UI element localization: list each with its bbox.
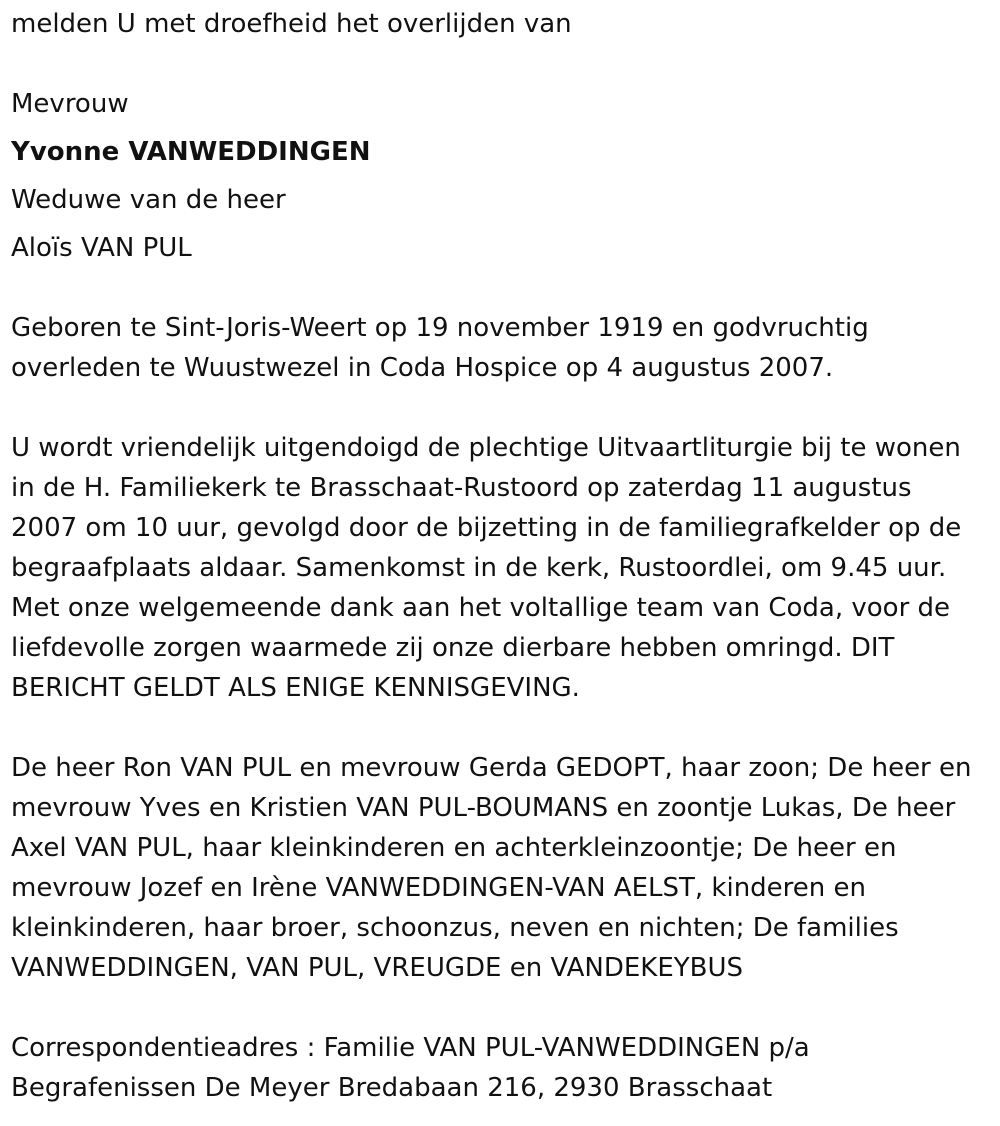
family-line: De heer Ron VAN PUL en mevrouw Gerda GEDOPT, haar zoon; De heer en bbox=[11, 753, 972, 783]
paragraph-spacer bbox=[11, 268, 992, 308]
correspondence-line: Correspondentieadres : Familie VAN PUL-VANWEDDINGEN p/a bbox=[11, 1033, 810, 1063]
funeral-line: U wordt vriendelijk uitgendoigd de plechtige Uitvaartliturgie bij te wonen bbox=[11, 433, 961, 463]
family-line: Axel VAN PUL, haar kleinkinderen en achterkleinzoontje; De heer en bbox=[11, 833, 897, 863]
funeral-line: Met onze welgemeende dank aan het voltallige team van Coda, voor de bbox=[11, 593, 951, 623]
family-line: mevrouw Yves en Kristien VAN PUL-BOUMANS en zoontje Lukas, De heer bbox=[11, 793, 956, 823]
funeral-line: liefdevolle zorgen waarmede zij onze dierbare hebben omringd. DIT bbox=[11, 633, 895, 663]
spouse-name: Aloïs VAN PUL bbox=[11, 233, 192, 263]
funeral-paragraph bbox=[11, 428, 992, 708]
widow-of-label: Weduwe van de heer bbox=[11, 185, 286, 215]
correspondence-address bbox=[11, 1028, 992, 1108]
deceased-block bbox=[11, 84, 992, 268]
paragraph-spacer bbox=[11, 388, 992, 428]
deceased-name: Yvonne VANWEDDINGEN bbox=[11, 137, 371, 167]
family-line: mevrouw Jozef en Irène VANWEDDINGEN-VAN AELST, kinderen en bbox=[11, 873, 867, 903]
funeral-line: begraafplaats aldaar. Samenkomst in de kerk, Rustoordlei, om 9.45 uur. bbox=[11, 553, 947, 583]
correspondence-line: Begrafenissen De Meyer Bredabaan 216, 2930 Brasschaat bbox=[11, 1073, 773, 1103]
funeral-line: in de H. Familiekerk te Brasschaat-Rustoord op zaterdag 11 augustus bbox=[11, 473, 912, 503]
birth-death-paragraph bbox=[11, 308, 992, 388]
intro-text: melden U met droefheid het overlijden van bbox=[11, 9, 572, 39]
paragraph-spacer bbox=[11, 988, 992, 1028]
family-paragraph bbox=[11, 748, 992, 988]
funeral-line: 2007 om 10 uur, gevolgd door de bijzetting in de familiegrafkelder op de bbox=[11, 513, 962, 543]
paragraph-spacer bbox=[11, 44, 992, 84]
salutation: Mevrouw bbox=[11, 89, 129, 119]
family-line: kleinkinderen, haar broer, schoonzus, neven en nichten; De families bbox=[11, 913, 899, 943]
paragraph-spacer bbox=[11, 708, 992, 748]
funeral-line: BERICHT GELDT ALS ENIGE KENNISGEVING. bbox=[11, 673, 580, 703]
birth-death-line: Geboren te Sint-Joris-Weert op 19 november 1919 en godvruchtig bbox=[11, 313, 869, 343]
birth-death-line: overleden te Wuustwezel in Coda Hospice op 4 augustus 2007. bbox=[11, 353, 834, 383]
family-line: VANWEDDINGEN, VAN PUL, VREUGDE en VANDEKEYBUS bbox=[11, 953, 743, 983]
